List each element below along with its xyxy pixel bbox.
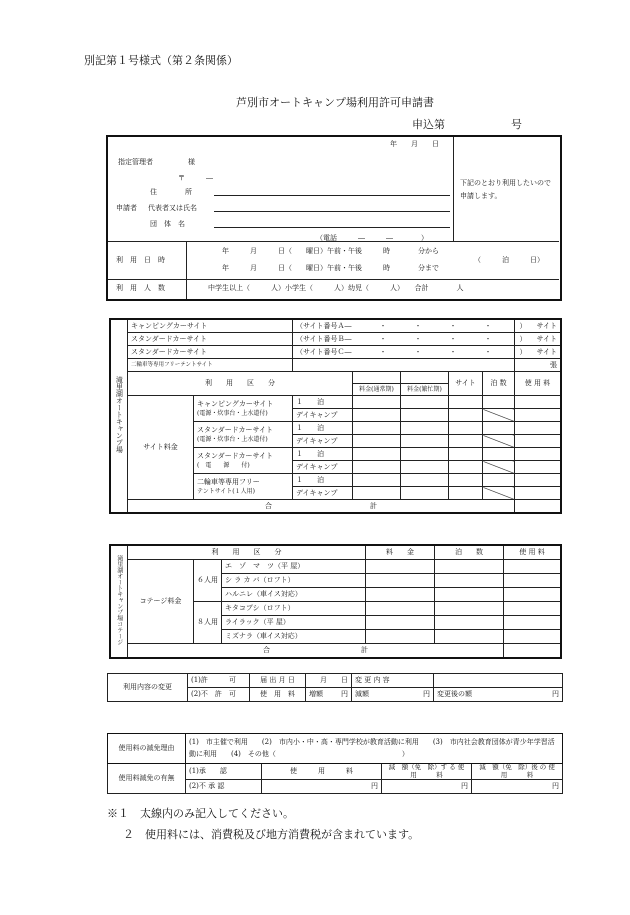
note-1: ※１ 太線内のみ記入してください。 bbox=[107, 807, 294, 820]
site-code-field[interactable]: （サイト番号Ａ― ・ ・ ・ ・ ） bbox=[293, 320, 515, 333]
stay-label: １ 泊 bbox=[293, 396, 353, 409]
site-name: スタンダードカーサイト bbox=[128, 333, 293, 346]
application-notice: 下記のとおり利用したいので申請します。 bbox=[460, 179, 551, 201]
decrease-field[interactable]: 減額 円 bbox=[352, 688, 434, 702]
fee-row-name: スタンダードカーサイト (電源・炊事台・上水道付) bbox=[194, 422, 293, 448]
postal-field[interactable]: 〒 ― bbox=[178, 174, 213, 182]
cottage-room: ミズナラ（車イス対応） bbox=[222, 630, 366, 644]
fee-row-name: スタンダードカーサイト ( 電 源 付) bbox=[194, 448, 293, 474]
notify-date-label: 届 出 月 日 bbox=[250, 674, 306, 688]
cottage-room: キタコブシ（ロフト） bbox=[222, 602, 366, 616]
change-fee-label: 使 用 料 bbox=[250, 688, 306, 702]
camp-total-label: 合 計 bbox=[128, 500, 515, 513]
application-number: 申込第 号 bbox=[412, 118, 522, 131]
change-label: 利用内容の変更 bbox=[108, 674, 188, 702]
fee-header: 使 用 料 bbox=[515, 372, 561, 396]
note-2: ２ 使用料には、消費税及び地方消費税が含まれています。 bbox=[123, 828, 420, 841]
fee-cell[interactable] bbox=[401, 396, 449, 409]
base-fee-label: 使 用 料 bbox=[262, 764, 382, 780]
cottage-total-field[interactable] bbox=[504, 644, 561, 658]
cottage-usage-header: 利 用 区 分 bbox=[128, 546, 366, 560]
after-reduction-label: 減 額（免 除）後 の 使 用 料 bbox=[472, 764, 563, 780]
site-count-header: サイト bbox=[449, 372, 483, 396]
site-unit: サイト bbox=[515, 333, 561, 346]
phone-field[interactable]: （電話 ― ― ） bbox=[316, 234, 428, 242]
fee-cell[interactable] bbox=[449, 396, 483, 409]
usage-nights[interactable]: （ 泊 日） bbox=[474, 256, 544, 264]
cottage-room: ハルニレ（車イス対応） bbox=[222, 588, 366, 602]
struck-cell bbox=[483, 409, 515, 422]
busy-fee-header: 料金(繁忙期) bbox=[401, 384, 449, 396]
stay-label: １ 泊 bbox=[293, 448, 353, 461]
change-content-label: 変 更 内 容 bbox=[352, 674, 434, 688]
site-fee-label: サイト料金 bbox=[128, 396, 194, 500]
manager-label: 指定管理者 様 bbox=[118, 158, 195, 166]
notify-date-field[interactable]: 月 日 bbox=[306, 674, 352, 688]
fee-cell[interactable] bbox=[353, 396, 401, 409]
cottage-fee-label: コテージ料金 bbox=[128, 560, 194, 644]
cottage-room: シ ラ カ バ（ロフト） bbox=[222, 574, 366, 588]
site-name: 二輪車等専用フリーテントサイト bbox=[128, 359, 293, 372]
form-label: 別記第１号様式（第２条関係） bbox=[84, 54, 238, 67]
stay-label: １ 泊 bbox=[293, 474, 353, 487]
site-code-field[interactable] bbox=[293, 359, 515, 372]
applicant-label: 申請者 bbox=[116, 204, 137, 212]
change-table bbox=[107, 673, 563, 702]
usage-category-header: 利 用 区 分 bbox=[128, 372, 353, 396]
struck-cell bbox=[483, 487, 515, 500]
changed-amount-field[interactable]: 変更後の額 円 bbox=[434, 688, 563, 702]
site-unit: サイト bbox=[515, 320, 561, 333]
approve-option[interactable]: (1)承 認 bbox=[186, 764, 262, 780]
cottage-nights-header: 泊 数 bbox=[435, 546, 504, 560]
six-person-label: ６人用 bbox=[194, 560, 222, 602]
representative-label: 代表者又は氏名 bbox=[148, 204, 197, 212]
group-name-label: 団 体 名 bbox=[150, 220, 185, 228]
people-label: 利 用 人 数 bbox=[116, 284, 165, 292]
reduction-reason-label: 使用料の減免理由 bbox=[108, 734, 186, 764]
cottage-side-label: 滝里湖オートキャンプ場コテージ bbox=[111, 546, 128, 658]
reduction-reason-options[interactable]: (1) 市主催で利用 (2) 市内小・中・高・専門学校が教育活動に利用 (3) 市内社会教育団体が青少年学習活動に利用 (4) その他（ ） bbox=[186, 734, 563, 764]
cottage-total-label: 合 計 bbox=[128, 644, 504, 658]
stay-label: １ 泊 bbox=[293, 422, 353, 435]
site-code-field[interactable]: （サイト番号Ｂ― ・ ・ ・ ・ ） bbox=[293, 333, 515, 346]
nights-header: 泊 数 bbox=[483, 372, 515, 396]
camp-total-field[interactable] bbox=[515, 500, 561, 513]
usage-start[interactable]: 年 月 日（ 曜日）午前・午後 時 分から bbox=[222, 247, 439, 255]
cottage-table bbox=[110, 545, 561, 658]
struck-cell bbox=[483, 461, 515, 474]
address-label: 住 所 bbox=[150, 188, 192, 196]
site-unit: 張 bbox=[515, 359, 561, 372]
site-unit: サイト bbox=[515, 346, 561, 359]
people-count[interactable]: 中学生以上（ 人）小学生（ 人）幼児（ 人） 合計 人 bbox=[208, 284, 464, 292]
site-name: スタンダードカーサイト bbox=[128, 346, 293, 359]
reduced-fee-field[interactable]: 円 bbox=[382, 780, 472, 794]
reduction-exist-label: 使用料減免の有無 bbox=[108, 764, 186, 794]
change-content-field[interactable] bbox=[434, 674, 563, 688]
cottage-room: ライラック（平 屋） bbox=[222, 616, 366, 630]
cottage-room: エ ゾ マ ツ（平 屋） bbox=[222, 560, 366, 574]
usage-end[interactable]: 年 月 日（ 曜日）午前・午後 時 分まで bbox=[222, 264, 439, 272]
base-fee-field[interactable]: 円 bbox=[262, 780, 382, 794]
fee-cell[interactable] bbox=[483, 396, 515, 409]
cottage-use-header: 使 用 料 bbox=[504, 546, 561, 560]
fee-row-name: キャンピングカーサイト (電源・炊事台・上水道付) bbox=[194, 396, 293, 422]
site-code-field[interactable]: （サイト番号Ｃ― ・ ・ ・ ・ ） bbox=[293, 346, 515, 359]
reduced-fee-label: 減 額（免 除）す る 使 用 料 bbox=[382, 764, 472, 780]
fee-cell[interactable] bbox=[515, 396, 561, 409]
after-reduction-field[interactable]: 円 bbox=[472, 780, 563, 794]
campsite-table bbox=[110, 319, 561, 513]
change-permit-option[interactable]: (1)許 可 bbox=[188, 674, 250, 688]
day-camp-label: デイキャンプ bbox=[293, 461, 353, 474]
application-date[interactable]: 年 月 日 bbox=[390, 140, 439, 148]
normal-fee-header: 料金(通常期) bbox=[353, 384, 401, 396]
reduction-table bbox=[107, 733, 575, 794]
deny-option[interactable]: (2)不 承 認 bbox=[186, 780, 262, 794]
usage-date-label: 利 用 日 時 bbox=[116, 256, 165, 264]
document-title: 芦別市オートキャンプ場利用許可申請書 bbox=[236, 96, 434, 109]
camp-side-label: 滝里湖オートキャンプ場 bbox=[111, 320, 128, 513]
day-camp-label: デイキャンプ bbox=[293, 409, 353, 422]
cottage-fee-header: 料 金 bbox=[366, 546, 435, 560]
increase-field[interactable]: 増額 円 bbox=[306, 688, 352, 702]
eight-person-label: ８人用 bbox=[194, 602, 222, 644]
change-deny-option[interactable]: (2)不 許 可 bbox=[188, 688, 250, 702]
fee-row-name: 二輪車等専用フリー テントサイト(１人用) bbox=[194, 474, 293, 500]
day-camp-label: デイキャンプ bbox=[293, 435, 353, 448]
day-camp-label: デイキャンプ bbox=[293, 487, 353, 500]
struck-cell bbox=[483, 435, 515, 448]
site-name: キャンピングカーサイト bbox=[128, 320, 293, 333]
applicant-box bbox=[107, 136, 561, 300]
